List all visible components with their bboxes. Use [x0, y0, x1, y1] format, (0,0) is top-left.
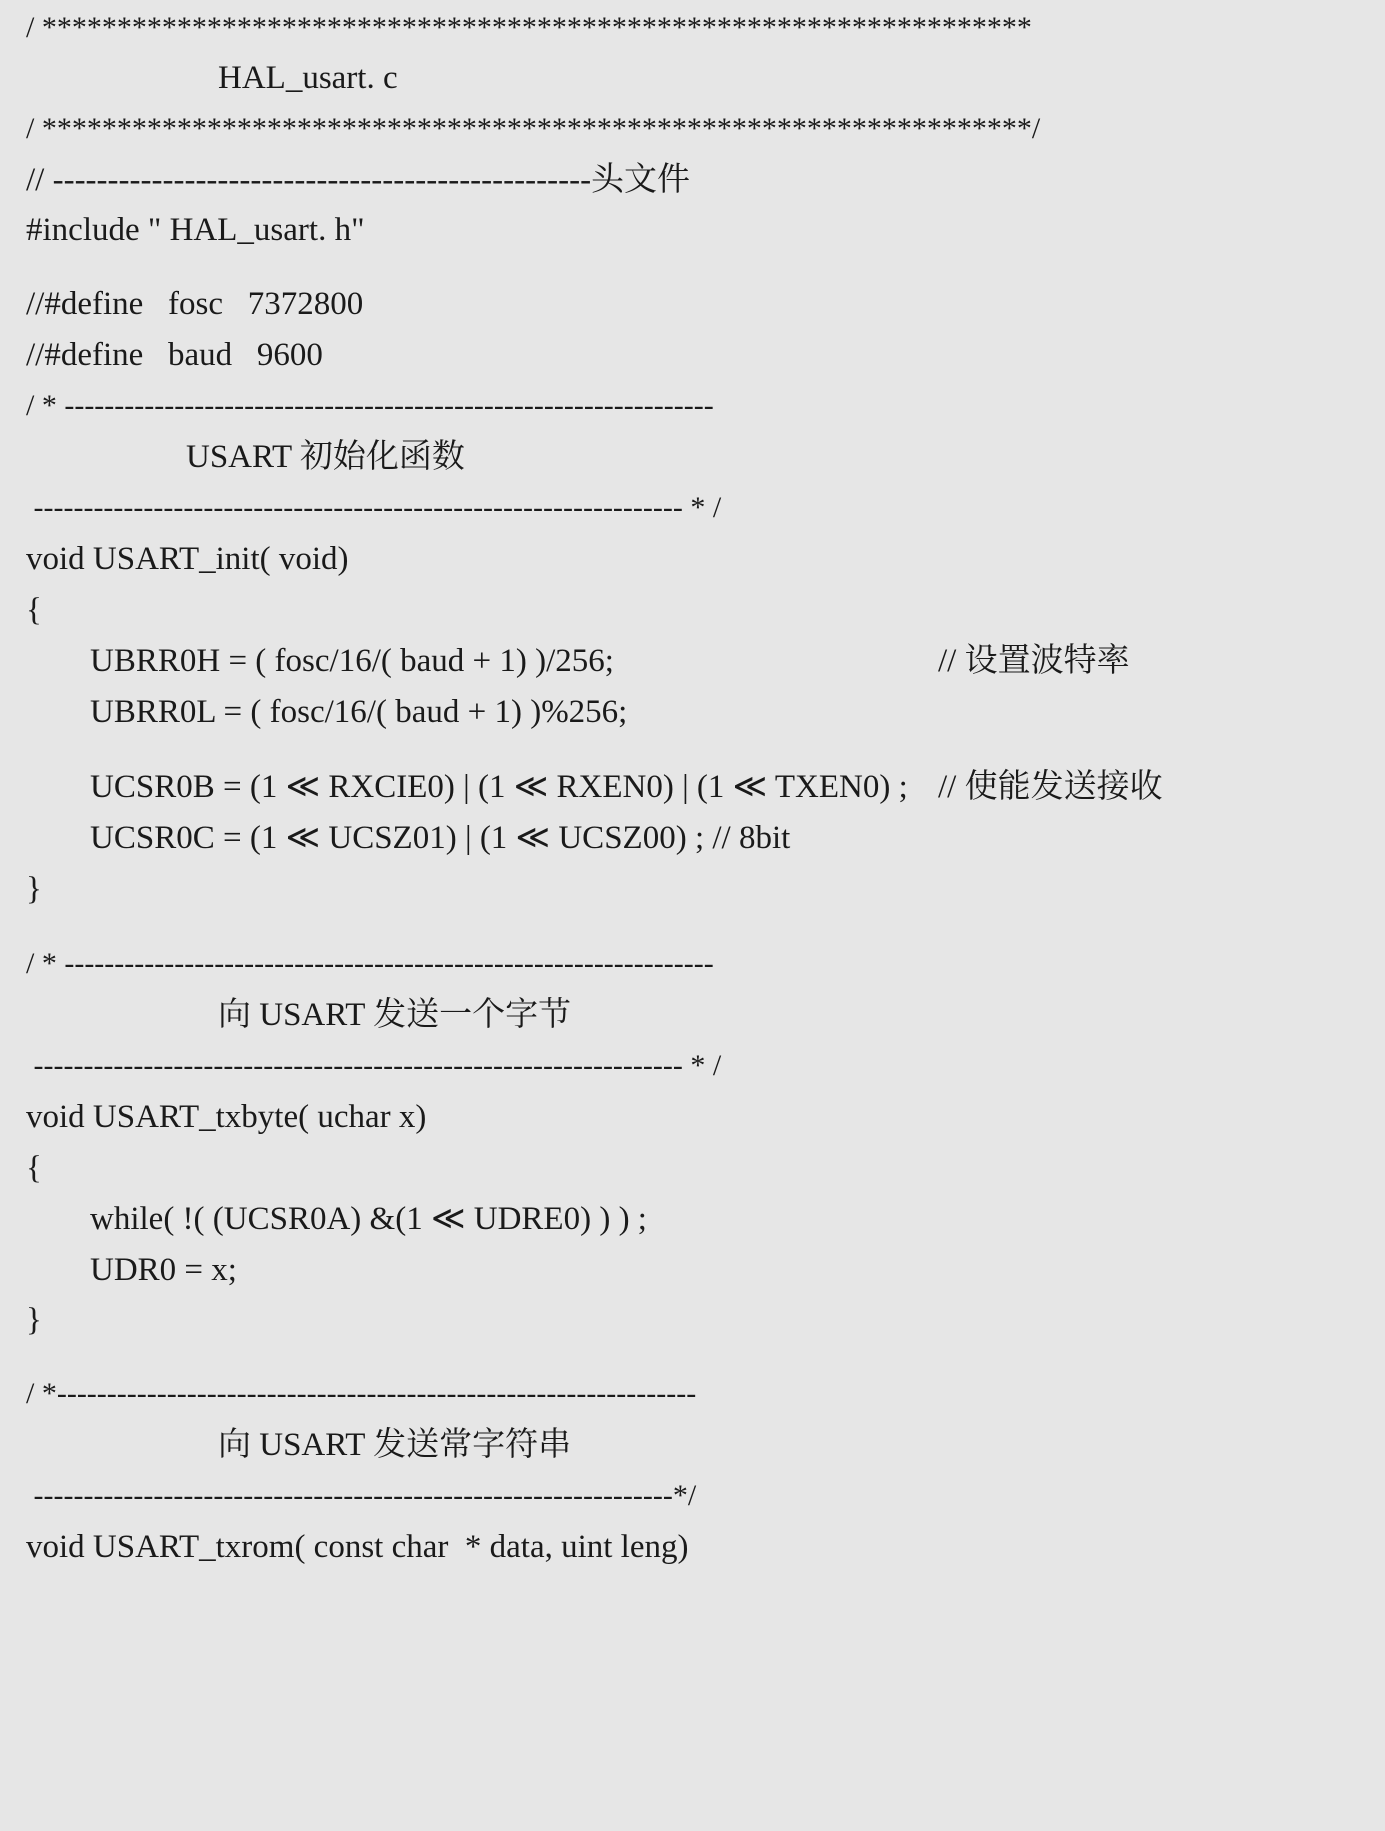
function-signature-txrom: void USART_txrom( const char * data, uint leng) [26, 1529, 689, 1565]
comment-banner-top: / ****************************************************************** [26, 11, 1032, 44]
define-baud-line: //#define baud 9600 [26, 337, 323, 373]
section-comment-headers: // -------------------------------------------------头文件 [26, 162, 691, 198]
function-signature-init: void USART_init( void) [26, 541, 349, 577]
comment-rule-close: ----------------------------------------------------------------- * / [26, 1049, 722, 1082]
comment-title-txbyte: 向 USART 发送一个字节 [218, 997, 572, 1033]
comment-rule-close: ----------------------------------------------------------------*/ [26, 1479, 697, 1512]
brace-close: } [26, 871, 42, 907]
code-line-ucsr0b: UCSR0B = (1 ≪ RXCIE0) | (1 ≪ RXEN0) | (1 ≪ TXEN0) ; [90, 769, 908, 805]
code-line-ubrr0l: UBRR0L = ( fosc/16/( baud + 1) )%256; [90, 694, 628, 730]
comment-banner-bottom: / ******************************************************************/ [26, 112, 1041, 145]
code-line-ubrr0h: UBRR0H = ( fosc/16/( baud + 1) )/256; [90, 643, 614, 679]
comment-baud-rate: // 设置波特率 [938, 643, 1130, 679]
code-line-ucsr0c: UCSR0C = (1 ≪ UCSZ01) | (1 ≪ UCSZ00) ; // 8bit [90, 820, 791, 856]
comment-rule-open: / * ----------------------------------------------------------------- [26, 389, 714, 422]
comment-rule-open: / * ----------------------------------------------------------------- [26, 947, 714, 980]
comment-enable-txrx: // 使能发送接收 [938, 769, 1163, 805]
code-line-while: while( !( (UCSR0A) &(1 ≪ UDRE0) ) ) ; [90, 1201, 647, 1237]
define-fosc-line: //#define fosc 7372800 [26, 286, 364, 322]
code-line-udr0: UDR0 = x; [90, 1252, 237, 1288]
brace-open: { [26, 1150, 42, 1186]
comment-title-txrom: 向 USART 发送常字符串 [218, 1427, 572, 1463]
brace-open: { [26, 592, 42, 628]
include-line: #include " HAL_usart. h" [26, 212, 365, 248]
comment-rule-close: ----------------------------------------------------------------- * / [26, 491, 722, 524]
brace-close: } [26, 1302, 42, 1338]
function-signature-txbyte: void USART_txbyte( uchar x) [26, 1099, 427, 1135]
file-name-line: HAL_usart. c [218, 60, 398, 96]
comment-rule-open: / *---------------------------------------------------------------- [26, 1377, 697, 1410]
comment-title-init: USART 初始化函数 [186, 439, 465, 475]
